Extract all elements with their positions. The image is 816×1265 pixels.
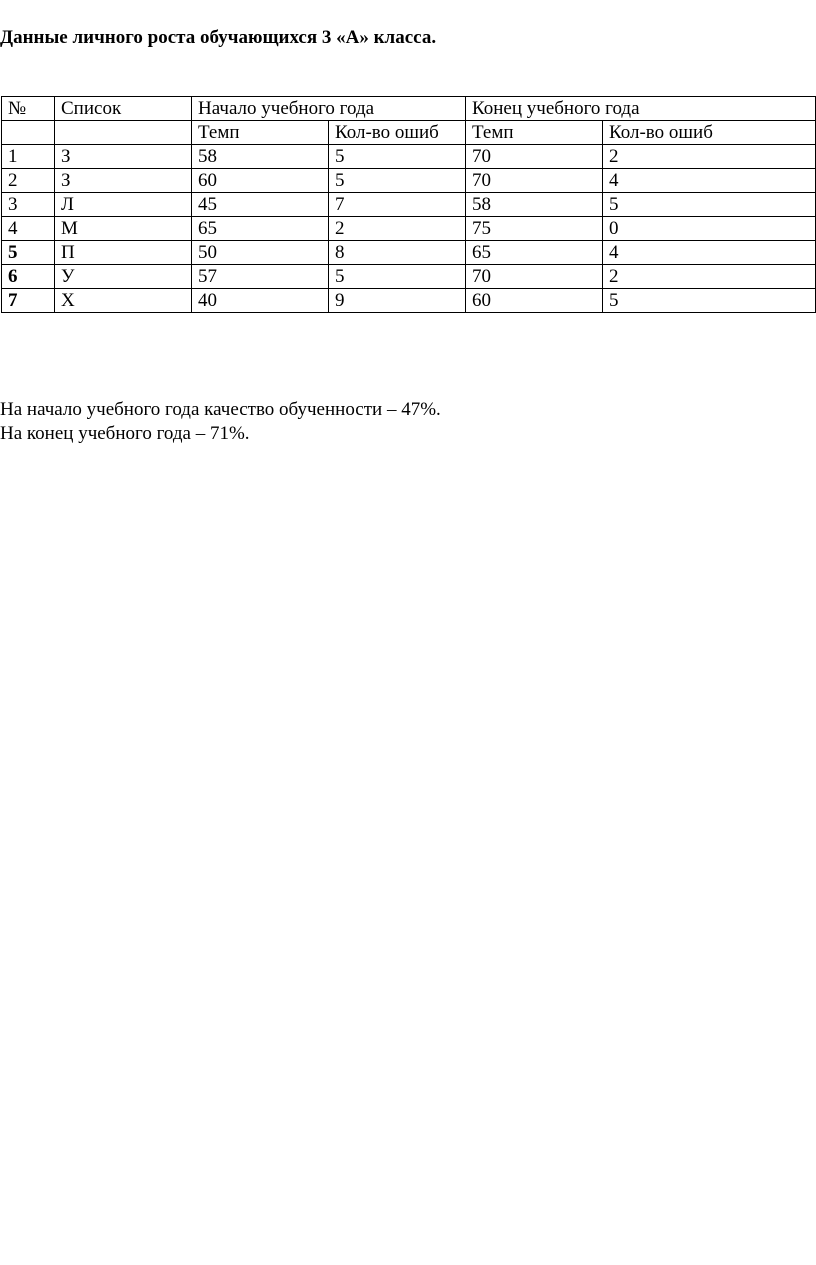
table-subheader-row [2, 121, 816, 145]
summary [0, 398, 441, 446]
subheader-empty-list [55, 121, 192, 145]
row-start-errors: 2 [329, 217, 466, 241]
row-end-temp: 70 [466, 169, 603, 193]
row-start-errors: 5 [329, 265, 466, 289]
row-start-errors: 8 [329, 241, 466, 265]
row-start-temp: 58 [192, 145, 329, 169]
row-start-errors: 5 [329, 169, 466, 193]
row-name: М [55, 217, 192, 241]
row-num: 1 [2, 145, 55, 169]
row-end-temp: 60 [466, 289, 603, 313]
row-num: 3 [2, 193, 55, 217]
table-row [2, 265, 816, 289]
row-end-temp: 75 [466, 217, 603, 241]
row-end-errors: 4 [603, 241, 816, 265]
row-end-errors: 2 [603, 145, 816, 169]
row-start-errors: 9 [329, 289, 466, 313]
row-end-errors: 5 [603, 289, 816, 313]
table-row [2, 193, 816, 217]
row-end-temp: 70 [466, 145, 603, 169]
row-end-errors: 5 [603, 193, 816, 217]
row-start-temp: 40 [192, 289, 329, 313]
row-num: 7 [2, 289, 55, 313]
table-header-row [2, 97, 816, 121]
row-start-temp: 65 [192, 217, 329, 241]
row-name: Х [55, 289, 192, 313]
row-end-temp: 58 [466, 193, 603, 217]
row-end-errors: 4 [603, 169, 816, 193]
growth-table [1, 96, 816, 313]
row-name: П [55, 241, 192, 265]
row-end-errors: 2 [603, 265, 816, 289]
header-end-year: Конец учебного года [466, 97, 816, 121]
row-start-temp: 45 [192, 193, 329, 217]
row-name: З [55, 145, 192, 169]
header-start-year: Начало учебного года [192, 97, 466, 121]
row-num: 5 [2, 241, 55, 265]
row-name: У [55, 265, 192, 289]
row-start-errors: 5 [329, 145, 466, 169]
table-row [2, 169, 816, 193]
header-list: Список [55, 97, 192, 121]
row-start-temp: 60 [192, 169, 329, 193]
row-end-temp: 70 [466, 265, 603, 289]
subheader-start-temp: Темп [192, 121, 329, 145]
row-name: Л [55, 193, 192, 217]
row-end-errors: 0 [603, 217, 816, 241]
table-row [2, 217, 816, 241]
table-row [2, 289, 816, 313]
subheader-end-errors: Кол-во ошиб [603, 121, 816, 145]
row-start-errors: 7 [329, 193, 466, 217]
summary-start-quality: На начало учебного года качество обученности – 47%. [0, 399, 441, 420]
subheader-empty-num [2, 121, 55, 145]
row-name: З [55, 169, 192, 193]
page-title: Данные личного роста обучающихся 3 «А» класса. [0, 27, 437, 48]
summary-end-quality: На конец учебного года – 71%. [0, 423, 250, 444]
row-num: 4 [2, 217, 55, 241]
row-num: 6 [2, 265, 55, 289]
row-start-temp: 57 [192, 265, 329, 289]
subheader-end-temp: Темп [466, 121, 603, 145]
table-row [2, 145, 816, 169]
subheader-start-errors: Кол-во ошиб [329, 121, 466, 145]
row-start-temp: 50 [192, 241, 329, 265]
table-row [2, 241, 816, 265]
header-num: № [2, 97, 55, 121]
row-num: 2 [2, 169, 55, 193]
row-end-temp: 65 [466, 241, 603, 265]
table-body [2, 97, 816, 313]
